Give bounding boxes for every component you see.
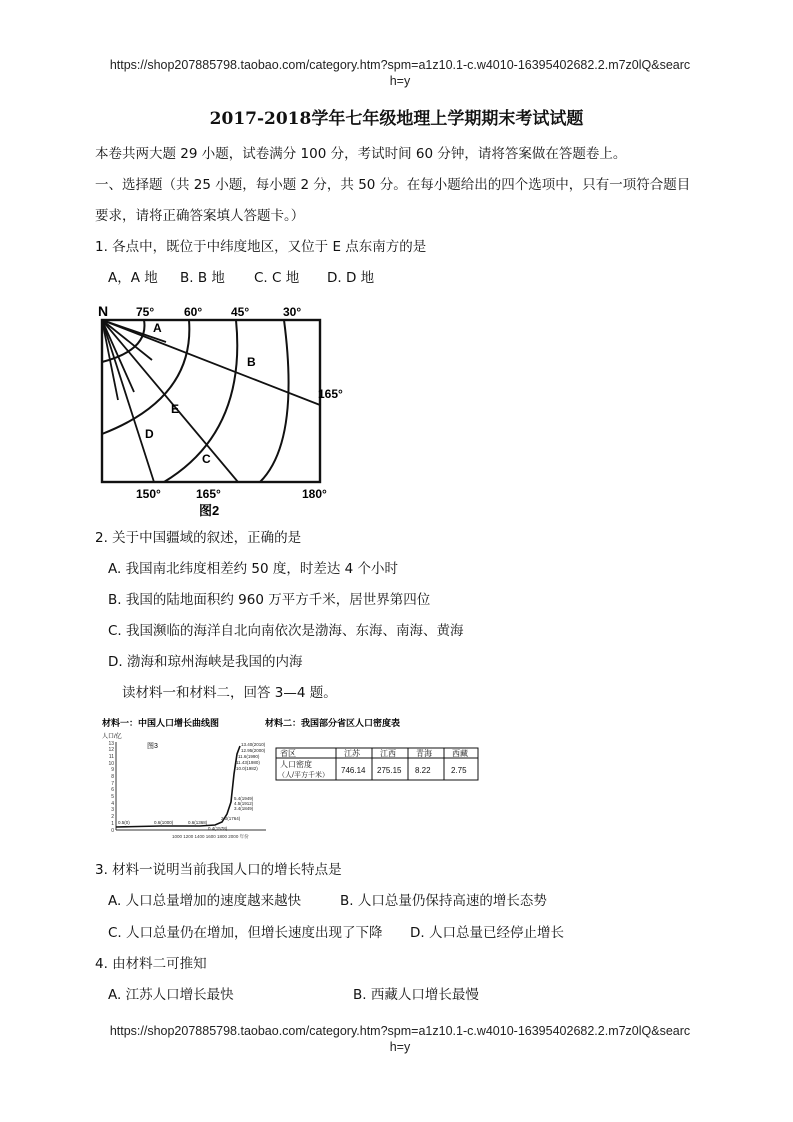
q4-stem: 4. 由材料二可推知: [95, 956, 207, 972]
curve-annotation: 0.5(0): [118, 820, 130, 825]
footer-url-line2: h=y: [389, 1040, 411, 1054]
q2-stem: 2. 关于中国疆域的叙述，正确的是: [95, 530, 302, 546]
q3-option-c: C. 人口总量仍在增加，但增长速度出现了下降: [108, 925, 383, 941]
curve-annotation: 2.0(1764): [221, 816, 241, 821]
lon-label-165: 165°: [196, 487, 221, 501]
q2-option-b: B. 我国的陆地面积约 960 万平方千米，居世界第四位: [108, 592, 431, 608]
point-c-label: C: [202, 452, 211, 466]
header-url-line1: https://shop207885798.taobao.com/category.htm?spm=a1z10.1-c.w4010-16395402682.2.m7z0lQ&searc: [109, 58, 691, 72]
q2-option-a: A. 我国南北纬度相差约 50 度，时差达 4 个小时: [108, 561, 399, 577]
material1-fig-label: 图3: [147, 743, 158, 750]
materials-figure: [100, 714, 490, 852]
intro-text: 本卷共两大题 29 小题，试卷满分 100 分，考试时间 60 分钟，请将答案做在答题卷上。: [95, 146, 627, 162]
table-cell-qinghai: 8.22: [415, 766, 431, 775]
y-tick: 1: [111, 821, 114, 827]
q1-option-c: C. C 地: [254, 270, 300, 286]
footer-url-line1: https://shop207885798.taobao.com/category.htm?spm=a1z10.1-c.w4010-16395402682.2.m7z0lQ&searc: [109, 1024, 691, 1038]
footer-url[interactable]: [60, 1023, 740, 1055]
y-tick: 4: [111, 801, 114, 807]
y-tick: 7: [111, 781, 114, 787]
table-header-jiangxi: 江西: [380, 749, 396, 758]
section1-line1: 一、选择题（共 25 小题，每小题 2 分，共 50 分。在每小题给出的四个选项中，只有一项符合题目: [95, 177, 691, 193]
q4-option-b: B. 西藏人口增长最慢: [353, 987, 479, 1003]
table-header-xizang: 西藏: [452, 749, 468, 758]
q1-option-b: B. B 地: [180, 270, 225, 286]
table-cell-xizang: 2.75: [451, 766, 467, 775]
y-tick: 10: [108, 761, 114, 767]
curve-annotation: 4.5(1912): [234, 801, 254, 806]
x-tick-labels: 1000 1200 1400 1600 1800 2000 年份: [172, 834, 249, 839]
material-intro: 读材料一和材料二，回答 3—4 题。: [122, 685, 337, 701]
table-row-label: 人口密度: [280, 760, 312, 769]
header-url[interactable]: [60, 57, 740, 89]
y-tick: 5: [111, 794, 114, 800]
q3-option-a: A. 人口总量增加的速度越来越快: [108, 893, 302, 909]
meridian-line: [102, 320, 238, 482]
page-title: 2017-2018学年七年级地理上学期期末考试试题: [209, 109, 584, 129]
q3-option-d: D. 人口总量已经停止增长: [410, 925, 564, 941]
table-row-unit: （人/平方千米）: [278, 772, 329, 779]
curve-annotation: 0.4(1578): [208, 826, 228, 831]
table-cell-jiangsu: 746.14: [341, 766, 366, 775]
figure-2-caption: 图2: [199, 503, 220, 518]
figure-2-map: [92, 300, 362, 522]
table-header-qinghai: 青海: [416, 749, 432, 758]
population-curve: [116, 746, 240, 827]
curve-annotation: 12.95(2000): [241, 748, 266, 753]
material2-title: 材料二：我国部分省区人口密度表: [265, 718, 401, 728]
meridian-line: [102, 320, 154, 482]
curve-annotation: 3.4(1849): [234, 806, 254, 811]
lat-label-45: 45°: [231, 305, 250, 319]
table-header-jiangsu: 江苏: [344, 749, 360, 758]
q1-stem: 1. 各点中，既位于中纬度地区，又位于 E 点东南方的是: [95, 239, 427, 255]
material1-title: 材料一：中国人口增长曲线图: [102, 718, 220, 728]
y-tick: 11: [108, 754, 114, 760]
section1-line2: 要求，请将正确答案填人答题卡。）: [95, 208, 305, 224]
q2-option-d: D. 渤海和琼州海峡是我国的内海: [108, 654, 303, 670]
table-cell-jiangxi: 275.15: [377, 766, 402, 775]
point-a-label: A: [153, 321, 162, 335]
lat-30-line: [260, 320, 289, 482]
north-pole-label: N: [98, 303, 109, 319]
curve-annotations: [118, 742, 266, 831]
curve-annotation: 5.4(1949): [234, 796, 254, 801]
right-lon-label: 165°: [318, 387, 343, 401]
header-url-line2: h=y: [389, 74, 411, 88]
material1-ylabel: 人口/亿: [102, 734, 122, 740]
y-tick: 0: [111, 828, 114, 834]
lon-label-180: 180°: [302, 487, 327, 501]
y-tick: 2: [111, 814, 114, 820]
q3-stem: 3. 材料一说明当前我国人口的增长特点是: [95, 862, 342, 878]
y-tick: 13: [108, 741, 114, 747]
point-e-label: E: [171, 402, 180, 416]
lon-label-150: 150°: [136, 487, 161, 501]
lat-45-line: [164, 320, 237, 482]
curve-annotation: 10.0(1982): [236, 766, 258, 771]
y-tick-labels: [108, 741, 114, 834]
point-d-label: D: [145, 427, 154, 441]
point-b-label: B: [247, 355, 256, 369]
lat-label-75: 75°: [136, 305, 155, 319]
density-table: [278, 748, 468, 779]
curve-annotation: 0.6(1368): [188, 820, 208, 825]
lat-label-60: 60°: [184, 305, 203, 319]
q1-option-a: A，A 地: [108, 270, 158, 286]
y-tick: 6: [111, 787, 114, 793]
table-header-province: 省区: [280, 749, 296, 758]
curve-annotation: 0.6(1000): [154, 820, 174, 825]
q3-option-b: B. 人口总量仍保持高速的增长态势: [340, 893, 547, 909]
curve-annotation: 13.40(2010): [241, 742, 266, 747]
q2-option-c: C. 我国濒临的海洋自北向南依次是渤海、东海、南海、黄海: [108, 623, 464, 639]
y-tick: 12: [108, 747, 114, 753]
y-tick: 9: [111, 767, 114, 773]
q4-option-a: A. 江苏人口增长最快: [108, 987, 234, 1003]
y-tick: 3: [111, 807, 114, 813]
y-tick: 8: [111, 774, 114, 780]
curve-annotation: 11.6(1990): [238, 754, 260, 759]
curve-annotation: 11.43(1980): [236, 760, 260, 765]
lat-label-30: 30°: [283, 305, 302, 319]
q1-option-d: D. D 地: [327, 270, 375, 286]
